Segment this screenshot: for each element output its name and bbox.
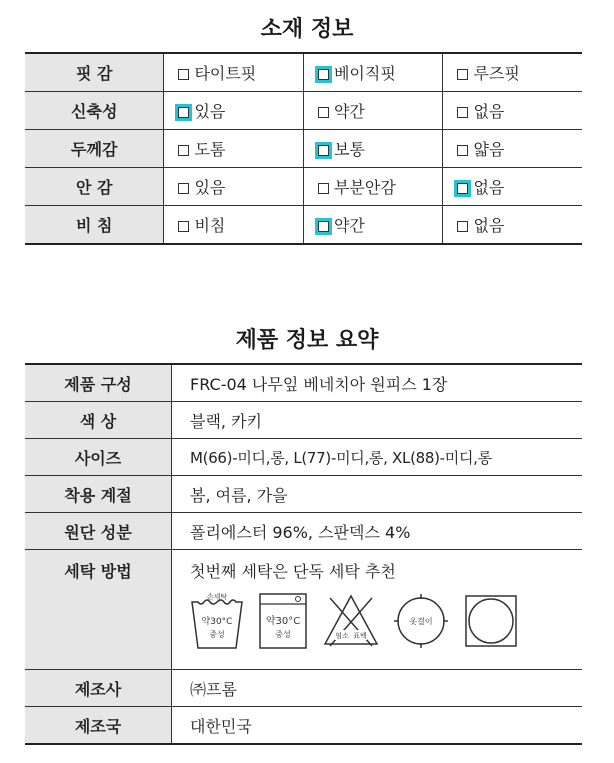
row-label: 제조사 [25, 670, 172, 707]
row-label: 색 상 [25, 402, 172, 439]
checkbox-icon [457, 145, 468, 156]
fabric-option-label: 도톰 [194, 140, 226, 159]
fabric-option [443, 130, 582, 168]
summary-row-composition [25, 364, 582, 402]
row-value: 첫번째 세탁은 단독 세탁 추천 [190, 562, 396, 581]
tumble-dry-icon [462, 592, 520, 650]
fabric-option-label: 얇음 [473, 140, 505, 159]
checkbox-icon [178, 221, 189, 232]
hand-wash-neutral: 중성 [209, 630, 225, 639]
summary-row-country [25, 707, 582, 745]
fabric-option-label: 없음 [473, 216, 505, 235]
fabric-option [303, 130, 443, 168]
wash-icons [190, 592, 582, 650]
fabric-option-label: 타이트핏 [194, 64, 257, 83]
fabric-option-label: 약간 [333, 216, 365, 235]
fabric-option [164, 206, 304, 245]
checkbox-icon [178, 69, 189, 80]
row-label: 착용 계절 [25, 476, 172, 513]
fabric-option [164, 53, 304, 92]
fabric-option [443, 168, 582, 206]
fabric-option-label: 없음 [473, 102, 505, 121]
checked-box-icon [318, 69, 329, 80]
row-value: FRC-04 나무잎 베네치아 원피스 1장 [172, 364, 583, 402]
row-value: ㈜프롬 [172, 670, 583, 707]
row-label: 제조국 [25, 707, 172, 745]
checked-box-icon [318, 221, 329, 232]
fabric-option [303, 168, 443, 206]
fabric-row [25, 130, 582, 168]
product-summary-title: 제품 정보 요약 [235, 328, 379, 353]
fabric-option [164, 92, 304, 130]
summary-row-washing [25, 550, 582, 670]
checkbox-icon [178, 183, 189, 194]
hand-wash-label: 손세탁 [206, 593, 228, 601]
checkbox-icon [318, 107, 329, 118]
no-bleach-icon [322, 592, 380, 650]
row-label: 사이즈 [25, 439, 172, 476]
fabric-option-label: 보통 [333, 140, 365, 159]
fabric-option [164, 130, 304, 168]
checked-box-icon [457, 183, 468, 194]
checkbox-icon [457, 69, 468, 80]
fabric-option-label: 루즈핏 [473, 64, 520, 83]
row-value: 폴리에스터 96%, 스판덱스 4% [172, 513, 583, 550]
checked-box-icon [318, 145, 329, 156]
row-value: 대한민국 [172, 707, 583, 745]
row-value: M(66)-미디,롱, L(77)-미디,롱, XL(88)-미디,롱 [172, 439, 583, 476]
row-value: 봄, 여름, 가을 [172, 476, 583, 513]
fabric-row [25, 92, 582, 130]
fabric-info-table [25, 52, 582, 245]
checkbox-icon [178, 145, 189, 156]
fabric-option-label: 약간 [333, 102, 365, 121]
fabric-option-label: 비침 [194, 216, 226, 235]
hanger-dry-label: 옷걸이 [409, 617, 433, 626]
hand-wash-temp: 약30°C [201, 617, 233, 627]
checkbox-icon [457, 107, 468, 118]
row-label: 원단 성분 [25, 513, 172, 550]
fabric-row [25, 53, 582, 92]
machine-wash-neutral: 중성 [275, 630, 291, 639]
summary-row-material [25, 513, 582, 550]
summary-row-season [25, 476, 582, 513]
fabric-row-label: 비 침 [25, 206, 164, 245]
fabric-option [164, 168, 304, 206]
fabric-option [443, 92, 582, 130]
fabric-option-label: 없음 [473, 178, 505, 197]
no-bleach-right: 표백 [353, 632, 367, 640]
summary-row-size [25, 439, 582, 476]
fabric-info-title: 소재 정보 [260, 17, 354, 42]
checkbox-icon [457, 221, 468, 232]
machine-wash-icon [256, 592, 310, 650]
fabric-row-label: 안 감 [25, 168, 164, 206]
fabric-option-label: 있음 [194, 102, 226, 121]
no-bleach-left: 염소 [335, 632, 349, 640]
fabric-row-label: 핏 감 [25, 53, 164, 92]
fabric-option [443, 53, 582, 92]
machine-wash-temp: 약30°C [265, 616, 301, 627]
fabric-row-label: 두께감 [25, 130, 164, 168]
fabric-option [303, 92, 443, 130]
fabric-row [25, 168, 582, 206]
fabric-option-label: 있음 [194, 178, 226, 197]
fabric-option-label: 베이직핏 [333, 64, 396, 83]
hand-wash-icon [190, 592, 244, 650]
row-label: 제품 구성 [25, 364, 172, 402]
fabric-option-label: 부분안감 [333, 178, 396, 197]
fabric-option [443, 206, 582, 245]
row-value: 블랙, 카키 [172, 402, 583, 439]
checkbox-icon [318, 183, 329, 194]
fabric-option [303, 53, 443, 92]
fabric-row [25, 206, 582, 245]
fabric-option [303, 206, 443, 245]
hanger-dry-icon [392, 592, 450, 650]
checked-box-icon [178, 107, 189, 118]
product-summary-table [25, 363, 582, 745]
summary-row-manufacturer [25, 670, 582, 707]
fabric-row-label: 신축성 [25, 92, 164, 130]
row-label: 세탁 방법 [25, 550, 172, 670]
summary-row-color [25, 402, 582, 439]
